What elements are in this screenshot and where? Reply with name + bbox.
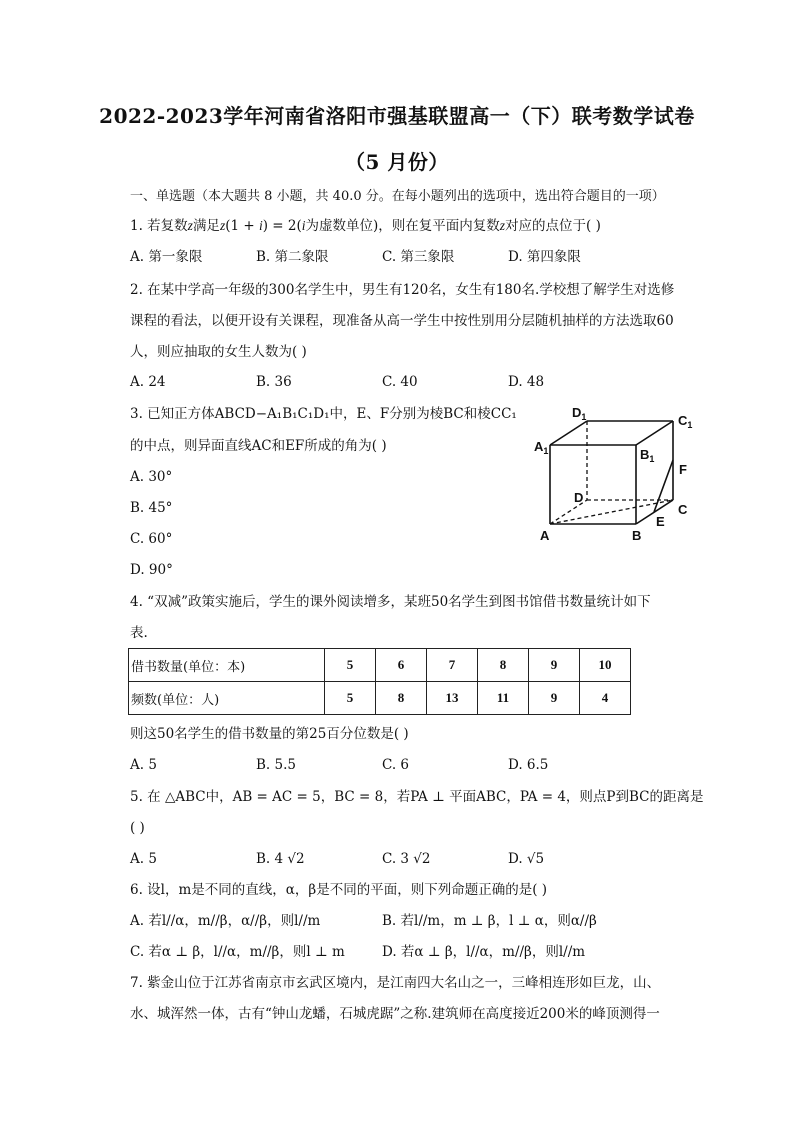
q4-option-c: C. 6 — [382, 757, 410, 773]
exam-subtitle: （5 月份） — [345, 150, 449, 174]
q6-option-c: C. 若α ⊥ β，l//α，m//β，则l ⊥ m — [130, 944, 345, 960]
label-c1: $C_1$ — [678, 413, 693, 430]
q5-option-b: B. 4 √2 — [256, 851, 305, 867]
q5-option-d: D. √5 — [508, 851, 545, 867]
segment-ef — [654, 460, 673, 512]
cube-figure — [528, 398, 698, 546]
table-cell: 7 — [427, 649, 478, 682]
q1-option-a: A. 第一象限 — [130, 249, 203, 265]
q1-option-c: C. 第三象限 — [382, 249, 455, 265]
q6-option-d: D. 若α ⊥ β，l//α，m//β，则l//m — [382, 944, 586, 960]
label-c: C — [678, 502, 688, 517]
q6-option-b: B. 若l//m，m ⊥ β，l ⊥ α，则α//β — [382, 913, 597, 929]
q1-option-b: B. 第二象限 — [256, 249, 329, 265]
q6-option-a: A. 若l//α，m//β，α//β，则l//m — [130, 913, 321, 929]
question-4-line-1: 4. “双减”政策实施后，学生的课外阅读增多，某班50名学生到图书馆借书数量统计如下 — [130, 594, 651, 610]
table-cell: 10 — [580, 649, 631, 682]
label-a: A — [540, 528, 550, 543]
section-heading: 一、单选题（本大题共 8 小题，共 40.0 分。在每小题列出的选项中，选出符合题目的一项） — [130, 189, 665, 204]
q2-option-b: B. 36 — [256, 374, 292, 390]
table-cell: 5 — [325, 649, 376, 682]
q1-option-d: D. 第四象限 — [508, 249, 581, 265]
table-cell: 9 — [529, 649, 580, 682]
question-3-line-2: 的中点，则异面直线AC和EF所成的角为( ) — [130, 438, 387, 454]
question-7-line-1: 7. 紫金山位于江苏省南京市玄武区境内，是江南四大名山之一，三峰相连形如巨龙，山、 — [130, 975, 661, 991]
label-e: E — [656, 514, 665, 529]
edge-b1-c1 — [636, 421, 673, 445]
label-b1: $B_1$ — [640, 447, 655, 464]
question-4-line-2: 表. — [130, 625, 148, 641]
question-4-after: 则这50名学生的借书数量的第25百分位数是( ) — [130, 726, 409, 742]
question-3-line-1: 3. 已知正方体ABCD−A₁B₁C₁D₁中，E、F分别为棱BC和棱CC₁ — [130, 406, 517, 422]
q3-option-a: A. 30° — [130, 469, 173, 485]
question-5-line-1: 5. 在 △ABC中，AB = AC = 5，BC = 8，若PA ⊥ 平面ABC，PA = 4，则点P到BC的距离是 — [130, 789, 704, 805]
question-2-line-1: 2. 在某中学高一年级的300名学生中，男生有120名，女生有180名.学校想了解学生对选修 — [130, 282, 675, 298]
table-cell: 4 — [580, 682, 631, 715]
table-row — [129, 682, 631, 715]
question-2-line-3: 人，则应抽取的女生人数为( ) — [130, 344, 307, 360]
q2-option-a: A. 24 — [130, 374, 166, 390]
q4-option-b: B. 5.5 — [256, 757, 296, 773]
table-row-header: 频数(单位：人) — [129, 682, 325, 715]
table-cell: 9 — [529, 682, 580, 715]
q2-option-c: C. 40 — [382, 374, 418, 390]
q3-option-c: C. 60° — [130, 531, 173, 547]
q3-option-d: D. 90° — [130, 562, 173, 578]
borrow-table — [128, 648, 631, 715]
label-a1: $A_1$ — [534, 439, 549, 456]
table-cell: 5 — [325, 682, 376, 715]
q3-option-b: B. 45° — [130, 500, 173, 516]
question-6: 6. 设l，m是不同的直线，α，β是不同的平面，则下列命题正确的是( ) — [130, 882, 548, 898]
q2-option-d: D. 48 — [508, 374, 545, 390]
label-d: D — [574, 490, 584, 505]
table-cell: 13 — [427, 682, 478, 715]
label-d1: $D_1$ — [572, 405, 587, 422]
question-7-line-2: 水、城浑然一体，古有“钟山龙蟠，石城虎踞”之称.建筑师在高度接近200米的峰顶测得一 — [130, 1006, 660, 1022]
exam-title: 2022-2023学年河南省洛阳市强基联盟高一（下）联考数学试卷 — [99, 104, 695, 128]
question-5-line-2: ( ) — [130, 820, 145, 836]
q4-option-a: A. 5 — [130, 757, 157, 773]
question-2-line-2: 课程的看法，以便开设有关课程，现准备从高一学生中按性别用分层随机抽样的方法选取60 — [130, 313, 674, 329]
label-b: B — [632, 528, 642, 543]
table-cell: 11 — [478, 682, 529, 715]
table-row — [129, 649, 631, 682]
q5-option-c: C. 3 √2 — [382, 851, 431, 867]
table-cell: 8 — [376, 682, 427, 715]
edge-a1-d1 — [550, 421, 587, 445]
table-cell: 8 — [478, 649, 529, 682]
label-f: F — [679, 462, 687, 477]
q4-option-d: D. 6.5 — [508, 757, 549, 773]
table-row-header: 借书数量(单位：本) — [129, 649, 325, 682]
question-1: 1. 若复数z满足z(1 + i) = 2(i为虚数单位)，则在复平面内复数z对应的点位于( ) — [130, 218, 601, 234]
q5-option-a: A. 5 — [130, 851, 157, 867]
table-cell: 6 — [376, 649, 427, 682]
